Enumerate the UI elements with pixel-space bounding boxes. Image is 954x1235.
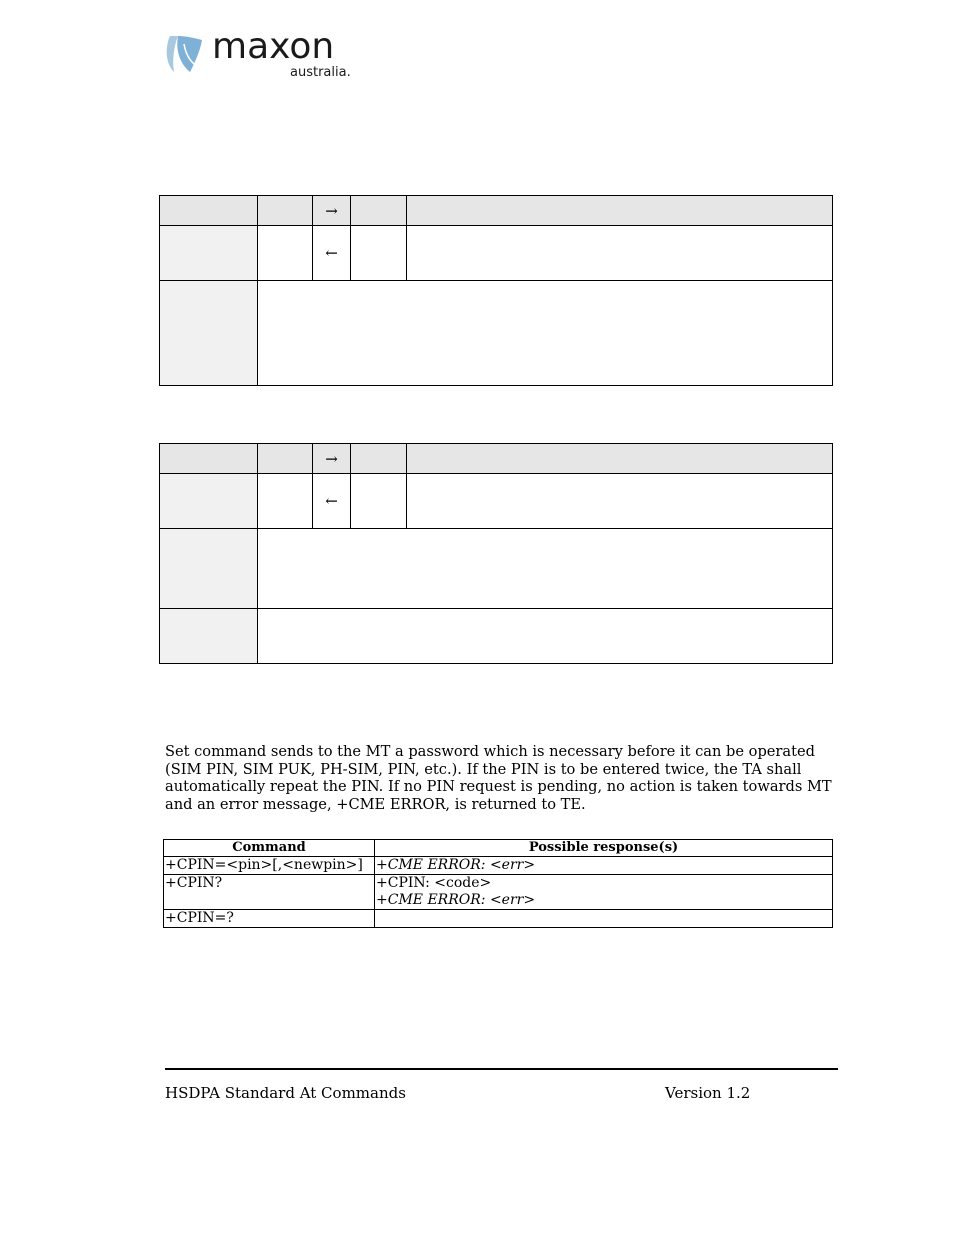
cell	[258, 196, 313, 226]
cell	[407, 444, 833, 474]
cell	[258, 226, 313, 281]
cell	[351, 444, 407, 474]
cell	[407, 226, 833, 281]
response-cell	[375, 910, 833, 928]
response-cell	[375, 875, 833, 910]
command-response-table	[163, 839, 833, 928]
cell	[351, 474, 407, 529]
command-cell: +CPIN=<pin>[,<newpin>]	[164, 857, 375, 875]
table-row	[164, 910, 833, 928]
cell	[407, 196, 833, 226]
command-cell: +CPIN?	[164, 875, 375, 910]
table-row	[164, 875, 833, 910]
cell	[160, 226, 258, 281]
table-row	[164, 857, 833, 875]
arrow-right-icon: →	[313, 444, 351, 474]
response-cell	[375, 857, 833, 875]
cell	[351, 226, 407, 281]
response-prefix: +	[376, 892, 388, 908]
response-error: CME ERROR: <err>	[387, 892, 536, 908]
cell	[160, 529, 258, 609]
footer-document-title: HSDPA Standard At Commands	[165, 1084, 406, 1102]
response-line: +CPIN: <code>	[376, 875, 492, 891]
description-paragraph: Set command sends to the MT a password which is necessary before it can be operated (SIM PIN, SIM PUK, PH-SIM, PIN, etc.). If the PIN is to be entered twice, the TA shall automatically repeat the PIN. If no PIN request is pending, no action is taken towards MT and an error message, +CME ERROR, is returned to TE.	[165, 743, 832, 813]
column-header-command: Command	[164, 840, 375, 857]
footer-version: Version 1.2	[665, 1084, 751, 1102]
footer-divider	[165, 1068, 838, 1070]
command-syntax-table-1	[159, 195, 833, 386]
cell	[160, 444, 258, 474]
cell	[258, 281, 833, 386]
arrow-right-icon: →	[313, 196, 351, 226]
arrow-left-icon: ←	[313, 226, 351, 281]
cell	[160, 196, 258, 226]
response-prefix: +	[376, 857, 388, 873]
cell	[160, 609, 258, 664]
command-cell: +CPIN=?	[164, 910, 375, 928]
cell	[407, 474, 833, 529]
logo-brand: maxon	[212, 26, 335, 67]
response-error: CME ERROR: <err>	[387, 857, 536, 873]
command-syntax-table-2	[159, 443, 833, 664]
arrow-left-icon: ←	[313, 474, 351, 529]
maxon-logo	[164, 26, 364, 84]
cell	[258, 529, 833, 609]
logo-subtitle: australia.	[290, 65, 351, 80]
cell	[258, 474, 313, 529]
cell	[258, 609, 833, 664]
cell	[160, 474, 258, 529]
cell	[351, 196, 407, 226]
leaf-icon	[164, 34, 204, 74]
cell	[160, 281, 258, 386]
cell	[258, 444, 313, 474]
response-line	[376, 892, 831, 909]
column-header-response: Possible response(s)	[375, 840, 833, 857]
